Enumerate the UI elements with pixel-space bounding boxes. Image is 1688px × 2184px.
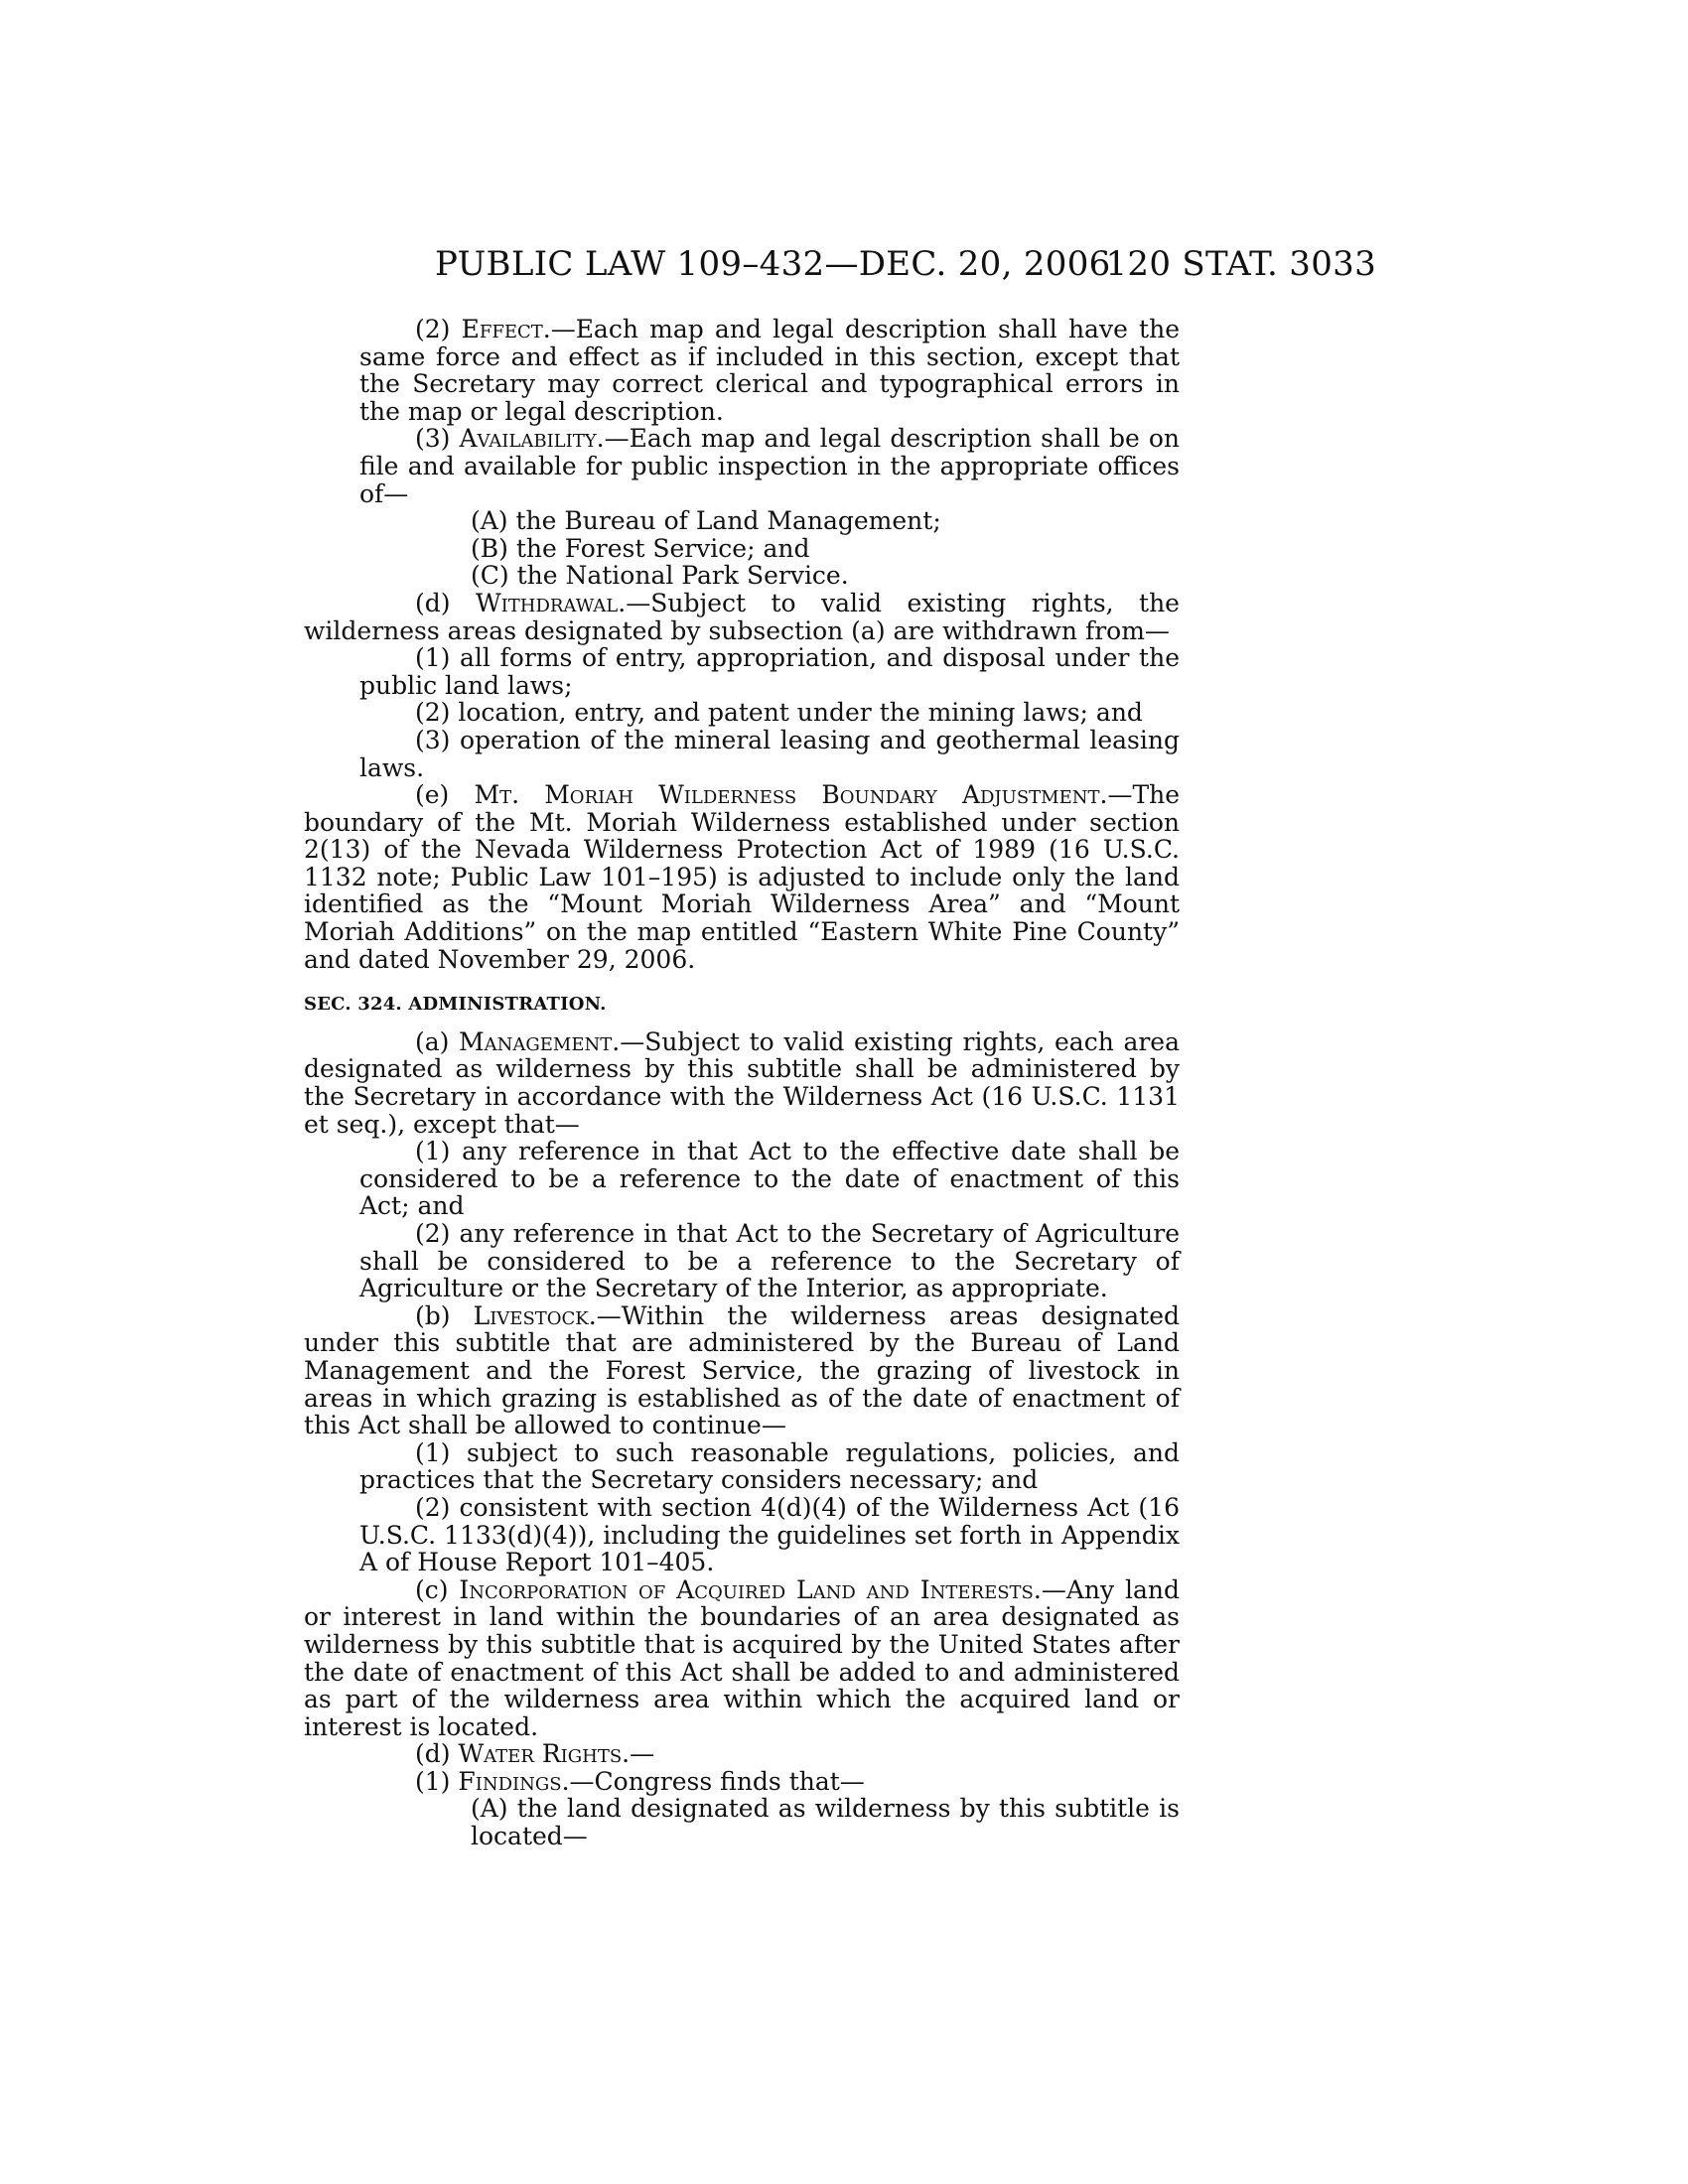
subparagraph-c: (C) the National Park Service. — [471, 561, 849, 591]
subsection-d-water-rights — [304, 1740, 1180, 1768]
paragraph-text: —Within the wilderness areas designated under this subtitle that are administered by the Bureau of Land Management and the Forest Service, the grazing of livestock in areas in which grazing is established as of the date of enactment of this Act shall be allowed to continue— — [304, 1300, 1180, 1440]
paragraph-text: —Subject to valid existing rights, each area designated as wilderness by this subtitle shall be administered by the Secretary in accordance with the Wilderness Act (16 U.S.C. 1131 et seq.), except that— — [304, 1026, 1180, 1139]
paragraph-number: (3) — [415, 424, 460, 454]
paragraph-heading: Availability. — [459, 424, 605, 454]
paragraph-heading: Incorporation of Acquired Land and Interests. — [459, 1574, 1042, 1604]
paragraph-1-effective-date: (1) any reference in that Act to the effective date shall be considered to be a reference to the date of enactment of this Act; and — [359, 1137, 1180, 1221]
subsection-a-management — [304, 1028, 1180, 1138]
paragraph-number: (b) — [415, 1300, 474, 1330]
paragraph-number: (d) — [415, 1739, 459, 1769]
paragraph-number: (2) — [415, 315, 462, 343]
subsection-b-livestock — [304, 1302, 1180, 1439]
page-header-stat: 120 STAT. 3033 — [1105, 244, 1376, 284]
paragraph-3-operation: (3) operation of the mineral leasing and geothermal leasing laws. — [359, 725, 1180, 782]
subsection-c-incorporation — [304, 1576, 1180, 1741]
subparagraph-a: (A) the Bureau of Land Management; — [471, 506, 941, 536]
paragraph-number: (e) — [415, 780, 475, 810]
paragraph-heading: Management. — [459, 1026, 621, 1056]
subsection-e-boundary — [304, 781, 1180, 973]
paragraph-heading: Findings. — [458, 1766, 570, 1796]
subparagraph-a-located: (A) the land designated as wilderness by this subtitle is located— — [471, 1794, 1180, 1851]
paragraph-number: (d) — [415, 588, 476, 617]
paragraph-heading: Livestock. — [473, 1300, 597, 1330]
paragraph-2-effect — [304, 316, 1180, 425]
paragraph-2-consistent: (2) consistent with section 4(d)(4) of the Wilderness Act (16 U.S.C. 1133(d)(4)), including the guidelines set forth in Appendix A of House Report 101–405. — [359, 1492, 1180, 1577]
paragraph-1-entry: (1) all forms of entry, appropriation, and disposal under the public land laws; — [359, 643, 1180, 700]
paragraph-text: —Each map and legal description shall be on file and available for public inspection in the appropriate offices of— — [359, 424, 1180, 508]
paragraph-2-secretary: (2) any reference in that Act to the Secretary of Agriculture shall be considered to be a reference to the Secretary of Agriculture or the Secretary of the Interior, as appropriate. — [359, 1219, 1180, 1303]
paragraph-heading: Water Rights. — [458, 1739, 631, 1769]
paragraph-1-findings — [304, 1768, 1180, 1796]
paragraph-text: — — [630, 1739, 655, 1769]
document-body — [304, 316, 1180, 1850]
paragraph-number: (a) — [415, 1026, 460, 1056]
page-header-title: PUBLIC LAW 109–432—DEC. 20, 2006 — [435, 244, 1111, 284]
paragraph-number: (c) — [415, 1574, 460, 1604]
subsection-d-withdrawal — [304, 590, 1180, 644]
paragraph-number: (1) — [415, 1766, 459, 1796]
paragraph-heading: Withdrawal. — [475, 588, 627, 617]
paragraph-2-location: (2) location, entry, and patent under the mining laws; and — [415, 698, 1143, 728]
paragraph-heading: Mt. Moriah Wilderness Boundary Adjustment. — [474, 780, 1108, 810]
paragraph-3-availability — [304, 425, 1180, 507]
section-heading: SEC. 324. ADMINISTRATION. — [304, 994, 607, 1016]
paragraph-text: —The boundary of the Mt. Moriah Wilderness established under section 2(13) of the Nevada Wilderness Protection Act of 1989 (16 U.S.C. 1132 note; Public Law 101–195) is adjusted to include only the land identified as the “Mount Moriah Wilderness Area” and “Mount Moriah Additions” on the map entitled “Eastern White Pine County” and dated November 29, 2006. — [304, 780, 1181, 974]
paragraph-text: —Any land or interest in land within the boundaries of an area designated as wilderness by this subtitle that is acquired by the United States after the date of enactment of this Act shall be added to and administered as part of the wilderness area within which the acquired land or interest is located. — [304, 1574, 1180, 1741]
paragraph-1-regulations: (1) subject to such reasonable regulations, policies, and practices that the Secretary considers necessary; and — [359, 1437, 1180, 1495]
subparagraph-b: (B) the Forest Service; and — [471, 533, 810, 563]
paragraph-heading: Effect. — [461, 315, 551, 343]
paragraph-text: —Subject to valid existing rights, the wilderness areas designated by subsection (a) are withdrawn from— — [304, 588, 1180, 645]
paragraph-text: —Each map and legal description shall have the same force and effect as if included in this section, except that the Secretary may correct clerical and typographical errors in the map or legal description. — [359, 315, 1180, 426]
paragraph-text: —Congress finds that— — [569, 1766, 865, 1796]
